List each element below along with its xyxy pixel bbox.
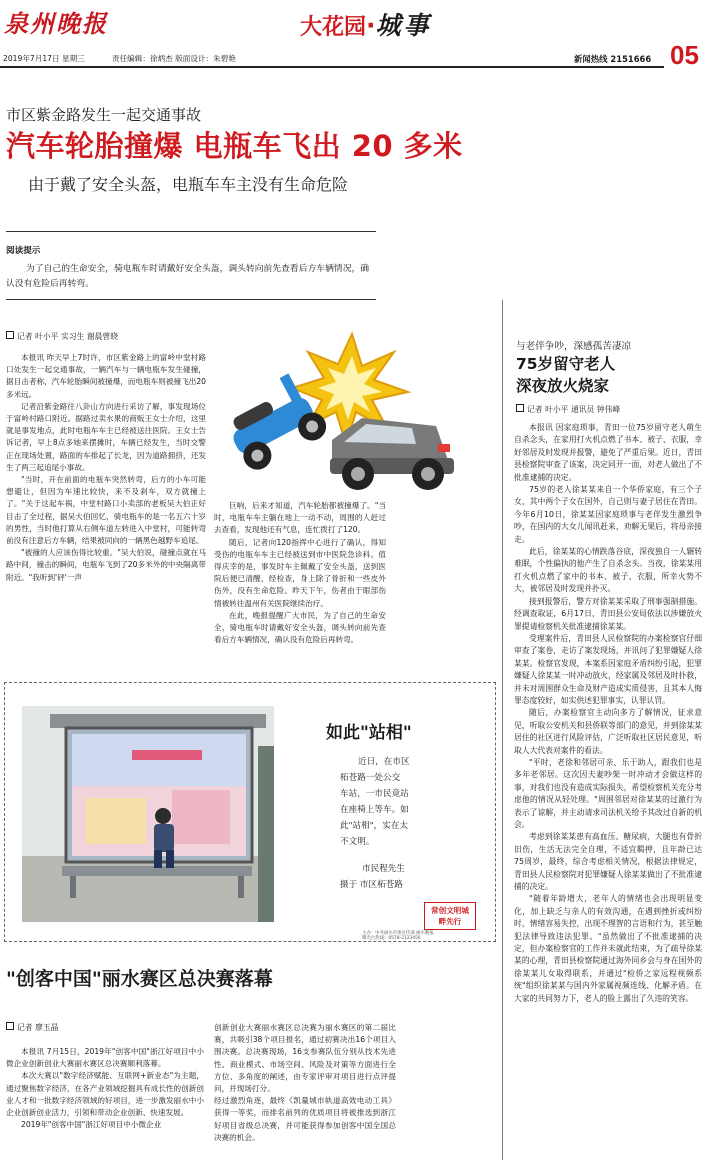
side-headline-2: 深夜放火烧家 bbox=[516, 377, 610, 395]
main-subhead: 由于戴了安全头盔，电瓶车车主没有生命危险 bbox=[28, 175, 349, 194]
square-marker-icon bbox=[6, 1022, 14, 1030]
lead-text: 为了自己的生命安全，骑电瓶车时请戴好安全头盔，调头转向前先查看后方车辆情况，确认没有危险后再转弯。 bbox=[6, 264, 370, 289]
bottom-body-col-2 bbox=[214, 1022, 396, 1144]
page-number: 05 bbox=[670, 40, 699, 70]
main-paragraph: 巨响，后来才知道，汽车轮胎都被撞爆了。"当时，电瓶车车主躺在地上一动不动，周围的人赶过去查看，发现他还有气息，连忙拨打了120。 bbox=[214, 501, 386, 535]
main-paragraph: 记者沿紫金路往八卦山方向进行采访了解，事发现场位于富岭村路口附近。据路过卖水果的商贩王女士介绍，这里就是事发地点，此时电瓶车车主已经被送往医院。王女士告诉记者，早上8点多她来摆摊时，车辆已经发生，当时交警正在现场处置，路面的车排起了长龙，因为道路拥挤，还发生了两三起追尾小事故。 bbox=[6, 401, 206, 472]
civility-sign-line-1: 常创文明城 bbox=[431, 906, 469, 915]
crash-illustration-svg bbox=[212, 322, 458, 498]
side-paragraph: 本报讯 因家庭琐事，青田一位75岁留守老人萌生自杀念头，在家用打火机点燃了书本、被子、衣服，幸好邻居及时发现并报警，避免了严重后果。近日，青田县检察院审查了该案，决定同开一面，对老人做出了不批准逮捕的决定。 bbox=[514, 423, 702, 482]
photo-footer-2: 曝光台热线：0578-2123456 bbox=[362, 936, 421, 941]
civility-sign bbox=[424, 902, 476, 930]
main-paragraph: "当时，开在前面的电瓶车突然转弯，后方的小车可能想避让，但因为车速比较快，来不及刹车，双方就撞上了。"关于这起车祸，中堂村路口小卖部的老板吴大伯正好目击了全过程，据吴大伯回忆，骑电瓶车的是一名五六十岁的男性，当时他打算从右侧车道左转进入中堂村，可能转弯前没有注意后方车辆，结果被同向的一辆黑色越野车追尾。 bbox=[6, 475, 206, 546]
news-photo bbox=[22, 706, 274, 922]
news-photo-svg bbox=[22, 706, 274, 922]
square-marker-icon bbox=[516, 404, 524, 412]
masthead-logo: 泉州晚报 bbox=[4, 9, 108, 38]
bottom-paragraph: 经过激烈角逐，最终《凯量城市轨道高效电动工具》获得一等奖，而排名前列的优质项目将被推选到浙江好项目省级总决赛，并可能获得参加创客中国全国总决赛的机会。 bbox=[214, 1096, 396, 1142]
side-headline-1: 75岁留守老人 bbox=[516, 355, 616, 373]
news-hotline: 新闻热线 2151666 bbox=[574, 54, 652, 64]
editor-credit: 责任编辑：徐炳杰 版面设计：朱碧艳 bbox=[112, 54, 236, 63]
car bbox=[330, 418, 454, 490]
side-kicker: 与老伴争吵，深感孤苦凄凉 bbox=[516, 341, 632, 352]
side-byline bbox=[516, 404, 620, 415]
side-paragraph: 受理案件后，青田县人民检察院的办案检察官仔细审查了案卷，走访了案发现场，并讯问了犯罪嫌疑人徐某某。检察官发现，本案系因家庭矛盾纠纷引起，犯罪嫌疑人徐某某一时冲动放火，经家属及邻居及时扑救，并未对周围群众生命及财产造成实质侵害，且其本人悔罪态度较好，如实供述犯罪事实，认罪认罚。 bbox=[514, 633, 702, 705]
side-body bbox=[514, 422, 702, 1005]
photo-caption-line: 柘苍路一处公交 bbox=[340, 773, 401, 783]
photo-title: 如此"站相" bbox=[326, 723, 412, 743]
lead-top-rule bbox=[6, 231, 376, 232]
lead-label: 阅读提示 bbox=[6, 246, 41, 256]
photo-credit-1: 市民程先生 bbox=[362, 864, 405, 874]
masthead-rule bbox=[0, 66, 664, 68]
side-paragraph: "平时，老徐和邻居可亲、乐于助人，跟我们也是多年老邻居。这次因夫妻吵架一时冲动才会做这样的事，对我们也没有造成实际损失，希望检察机关充分考虑他的情况从轻处理。"周围邻居对徐某某的过激行为表示了谅解，并主动请求司法机关给予其改过自新的机会。 bbox=[514, 757, 702, 829]
side-paragraph: "随着年龄增大，老年人的情绪也会出现明显变化，加上缺乏与亲人的有效沟通，在遇到挫折或纠纷时，情绪容易失控，出现不理智的言语和行为，甚至触犯法律导致违法犯罪。"虽然做出了不批准逮捕的决定，但办案检察官的工作并未就此结束，为了疏导徐某某的心理，青田县检察院通过海外同乡会与身在国外的徐某某儿女取得联系，并通过"检侨之家远程视频系统"组织徐某某与国内外家属视频连线、化解矛盾。在大家的共同努力下，老人的脸上露出了久违的笑容。 bbox=[514, 894, 702, 1003]
bottom-headline: "创客中国"丽水赛区总决赛落幕 bbox=[6, 968, 273, 990]
section-title bbox=[300, 6, 432, 42]
bottom-paragraph: 本次大赛以"数字经济赋能、互联网+新业态"为主题，通过聚焦数字经济，在各产业领域挖掘具有成长性的创新创业人才和一批数字经济领域的好项目，进一步激发丽水中小企业创新创业活力，引领和带动企业创新、快速发展。 bbox=[6, 1071, 204, 1118]
bottom-body-col-1 bbox=[6, 1046, 204, 1131]
bottom-byline bbox=[6, 1022, 58, 1033]
civility-sign-line-2: 畔先行 bbox=[438, 917, 462, 926]
side-paragraph: 随后，办案检察官主动向多方了解情况，征求意见，听取公安机关和县侨联等部门的意见，并到徐某某居住的社区进行风险评估，广泛听取社区居民意见，听取人大代表对案件的看法。 bbox=[514, 708, 702, 755]
side-byline-text: 记者 叶小平 通讯员 钟伟峰 bbox=[527, 405, 621, 414]
side-paragraph: 接到报警后，警方对徐某某采取了刑事强制措施。经调查取证，6月17日，青田县公安局依法以涉嫌放火罪提请检察机关批准逮捕徐某某。 bbox=[514, 596, 702, 631]
main-byline bbox=[6, 331, 118, 342]
photo-caption-line: 在座椅上等车。如 bbox=[340, 805, 409, 815]
main-headline: 汽车轮胎撞爆 电瓶车飞出 20 多米 bbox=[6, 129, 463, 163]
section-title-b: 城事 bbox=[375, 11, 432, 40]
column-divider bbox=[502, 300, 503, 1160]
photo-caption-line: 此"站相"，实在太 bbox=[340, 821, 409, 831]
side-paragraph: 考虑到徐某某患有高血压、糖尿病，大腿也有骨折旧伤，生活无法完全自理，不适宜羁押，且年龄已达75周岁，最终，综合考虑相关情况，根据法律规定，青田县人民检察院对犯罪嫌疑人徐某某做出了不批准逮捕的决定。 bbox=[514, 832, 702, 892]
bottom-byline-text: 记者 廖玉晶 bbox=[17, 1023, 59, 1032]
photo-caption-line: 车站，一市民竟站 bbox=[340, 789, 409, 799]
square-marker-icon bbox=[6, 331, 14, 339]
photo-footer-1: 主办：中共丽水市委宣传部 丽水晚报 bbox=[362, 931, 434, 936]
bottom-paragraph: 2019年"创客中国"浙江好项目中小微企业 bbox=[21, 1120, 162, 1130]
lead-bottom-rule bbox=[6, 299, 376, 300]
main-paragraph: 本报讯 昨天早上7时许，市区紫金路上的富岭中堂村路口处发生一起交通事故，一辆汽车与一辆电瓶车发生碰撞，据目击者称，汽车轮胎瞬间被撞爆，而电瓶车则被撞飞出20多米远。 bbox=[6, 353, 206, 399]
main-paragraph: 随后，记者向120指挥中心进行了确认，得知受伤的电瓶车车主已经被送到市中医院急诊科。值得庆幸的是，事发时车主佩戴了安全头盔，送到医院后便已清醒，经检查，身上除了骨折和一些皮外伤外，没有生命危险。昨天下午，伤者由于眼部伤情被转往温州有关医院继续治疗。 bbox=[214, 537, 386, 608]
main-paragraph: 在此，晚报提醒广大市民，为了自己的生命安全，骑电瓶车时请戴好安全头盔，调头转向前先查看后方车辆情况，确认没有危险后再转弯。 bbox=[214, 610, 386, 645]
photo-caption-line: 不文明。 bbox=[340, 837, 375, 847]
main-body-col-2 bbox=[214, 500, 386, 646]
side-paragraph: 此后，徐某某的心情跌落谷底，深夜独自一人辗转难眠，个性偏执的他产生了自杀念头。当夜，徐某某用打火机点燃了家中的书本、被子、衣服，所幸火势不大，被邻居及时发现并扑灭。 bbox=[514, 547, 702, 594]
main-paragraph: "被撞的人应该伤得比较重。"吴大伯说，碰撞点就在马路中间，撞击的瞬间，电瓶车飞到了20多米外的中央隔离带附近。"我听到'砰'一声 bbox=[6, 548, 206, 582]
photo-caption bbox=[340, 754, 470, 850]
main-byline-text: 记者 叶小平 实习生 谢晨曾晓 bbox=[17, 332, 118, 341]
section-title-dot: · bbox=[366, 11, 376, 40]
crash-illustration bbox=[212, 322, 458, 498]
side-paragraph: 75岁的老人徐某某来自一个华侨家庭，有三个子女，其中两个子女在国外，自己则与妻子居住在青田。今年6月10日，徐某某因家庭琐事与老伴发生激烈争吵，在国内的大女儿闻讯赶来，劝解无果后，将母亲接走。 bbox=[514, 485, 702, 544]
issue-date: 2019年7月17日 星期三 bbox=[3, 54, 85, 63]
photo-credit-2: 摄于 市区柘苍路 bbox=[340, 880, 403, 890]
main-kicker: 市区紫金路发生一起交通事故 bbox=[6, 106, 202, 124]
photo-caption-line: 近日，在市区 bbox=[358, 757, 410, 767]
main-body-col-1 bbox=[6, 352, 206, 584]
bottom-paragraph: 本报讯 7月15日，2019年"创客中国"浙江好项目中小微企业创新创业大赛丽水赛区总决赛顺利落幕。 bbox=[6, 1047, 204, 1069]
section-title-a: 大花园 bbox=[300, 15, 367, 40]
bottom-paragraph: 创新创业大赛丽水赛区总决赛为丽水赛区的第二届比赛，共吸引38个项目报名，通过初赛决出16个项目入围决赛。总决赛现场，16支参赛队伍分别从技术先进性、商业模式、市场空间、风险及对策等方面进行全方位、多角度的阐述，由专家评审对项目进行点评提问，并现场打分。 bbox=[214, 1023, 396, 1094]
